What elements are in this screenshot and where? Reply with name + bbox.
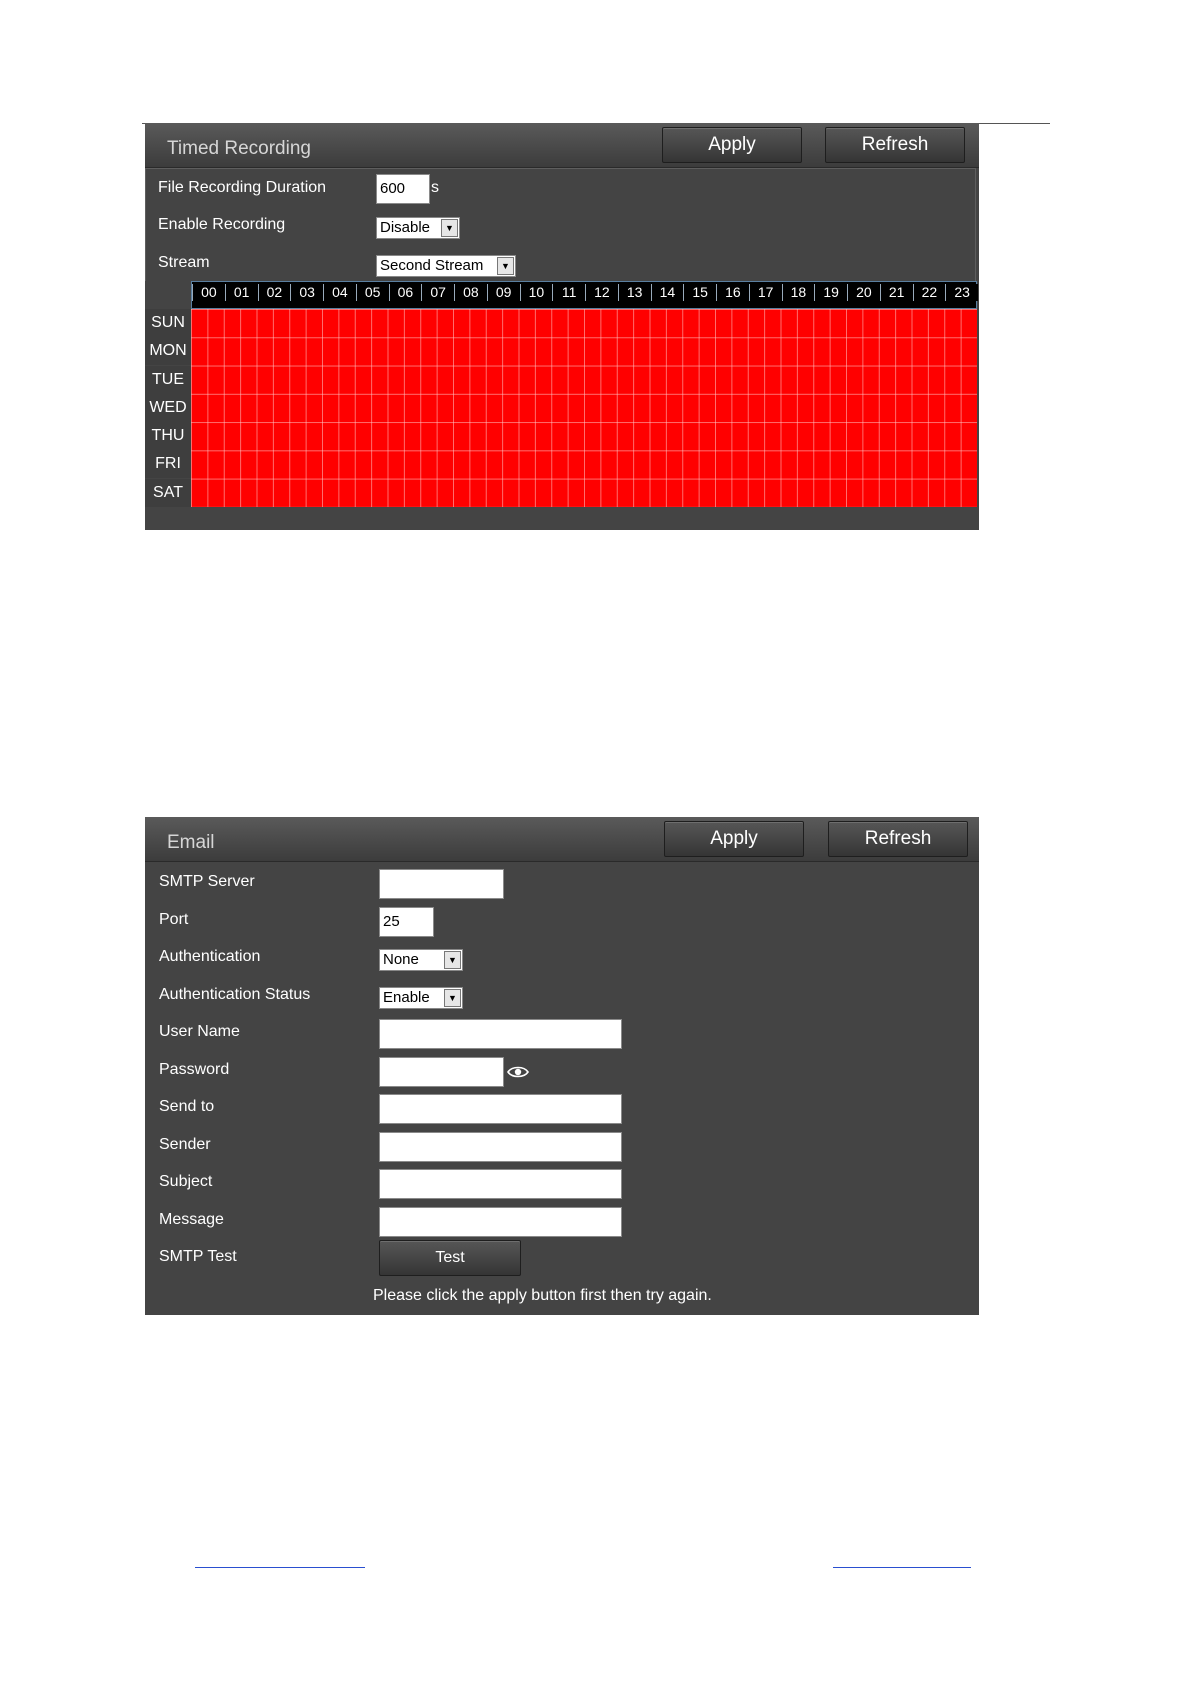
email-panel xyxy=(145,817,979,1315)
password-input[interactable] xyxy=(379,1057,504,1087)
username-label: User Name xyxy=(159,1023,240,1040)
chevron-down-icon[interactable]: ▼ xyxy=(441,219,458,237)
duration-label: File Recording Duration xyxy=(158,179,327,196)
subject-input[interactable] xyxy=(379,1169,622,1199)
chevron-down-icon[interactable]: ▼ xyxy=(444,989,461,1007)
apply-first-note: Please click the apply button first then try again. xyxy=(373,1287,712,1304)
authentication-status-value: Enable xyxy=(383,989,430,1006)
message-input[interactable] xyxy=(379,1207,622,1237)
message-label: Message xyxy=(159,1211,224,1228)
hour-label[interactable]: 02 xyxy=(258,284,291,301)
duration-input[interactable]: 600 xyxy=(376,174,430,204)
test-button[interactable]: Test xyxy=(379,1240,521,1276)
day-label[interactable]: THU xyxy=(145,422,191,450)
authentication-status-select[interactable] xyxy=(379,987,463,1009)
day-label[interactable]: MON xyxy=(145,337,191,365)
hour-label[interactable]: 20 xyxy=(847,284,880,301)
hour-label[interactable]: 01 xyxy=(225,284,258,301)
send-to-input[interactable] xyxy=(379,1094,622,1124)
hour-label[interactable]: 22 xyxy=(913,284,946,301)
hour-label[interactable]: 18 xyxy=(782,284,815,301)
enable-recording-label: Enable Recording xyxy=(158,216,286,233)
day-label[interactable]: SAT xyxy=(145,479,191,507)
footer-link-left[interactable] xyxy=(195,1567,365,1568)
panel-title: Email xyxy=(167,832,215,853)
subject-label: Subject xyxy=(159,1173,213,1190)
sender-input[interactable] xyxy=(379,1132,622,1162)
hour-label[interactable]: 15 xyxy=(683,284,716,301)
hour-label[interactable]: 08 xyxy=(454,284,487,301)
hour-label[interactable]: 04 xyxy=(323,284,356,301)
schedule-grid xyxy=(145,281,979,509)
refresh-button[interactable]: Refresh xyxy=(828,821,968,857)
stream-value: Second Stream xyxy=(380,257,484,274)
hour-label[interactable]: 06 xyxy=(389,284,422,301)
eye-icon[interactable] xyxy=(507,1065,529,1079)
email-header xyxy=(145,817,979,862)
smtp-server-input[interactable] xyxy=(379,869,504,899)
hour-label[interactable]: 00 xyxy=(192,284,225,301)
port-label: Port xyxy=(159,911,189,928)
recording-settings-area xyxy=(145,168,976,284)
hour-label[interactable]: 23 xyxy=(945,284,978,301)
hour-label[interactable]: 11 xyxy=(552,284,585,301)
panel-title: Timed Recording xyxy=(167,138,311,159)
hour-label[interactable]: 14 xyxy=(651,284,684,301)
port-input[interactable]: 25 xyxy=(379,907,434,937)
timed-recording-panel xyxy=(145,123,979,530)
enable-recording-value: Disable xyxy=(380,219,431,236)
duration-unit: s xyxy=(431,179,439,196)
day-label[interactable]: SUN xyxy=(145,309,191,337)
hour-label[interactable]: 13 xyxy=(618,284,651,301)
sender-label: Sender xyxy=(159,1136,211,1153)
authentication-label: Authentication xyxy=(159,948,261,965)
hour-label[interactable]: 10 xyxy=(520,284,553,301)
apply-button[interactable]: Apply xyxy=(664,821,804,857)
smtp-test-label: SMTP Test xyxy=(159,1248,237,1265)
username-input[interactable] xyxy=(379,1019,622,1049)
hour-label[interactable]: 17 xyxy=(749,284,782,301)
refresh-button[interactable]: Refresh xyxy=(825,127,965,163)
day-label[interactable]: WED xyxy=(145,394,191,422)
day-label[interactable]: FRI xyxy=(145,450,191,478)
hour-label[interactable]: 07 xyxy=(421,284,454,301)
hour-label[interactable]: 12 xyxy=(585,284,618,301)
hour-label[interactable]: 09 xyxy=(487,284,520,301)
authentication-value: None xyxy=(383,951,419,968)
enable-recording-select[interactable] xyxy=(376,217,460,239)
chevron-down-icon[interactable]: ▼ xyxy=(497,257,514,275)
stream-select[interactable] xyxy=(376,255,516,277)
hour-label[interactable]: 16 xyxy=(716,284,749,301)
smtp-server-label: SMTP Server xyxy=(159,873,255,890)
hour-label[interactable]: 19 xyxy=(814,284,847,301)
hour-label[interactable]: 05 xyxy=(356,284,389,301)
authentication-select[interactable] xyxy=(379,949,463,971)
stream-label: Stream xyxy=(158,254,210,271)
day-label[interactable]: TUE xyxy=(145,366,191,394)
send-to-label: Send to xyxy=(159,1098,215,1115)
footer-link-right[interactable] xyxy=(833,1567,971,1568)
password-label: Password xyxy=(159,1061,230,1078)
hour-label[interactable]: 03 xyxy=(290,284,323,301)
chevron-down-icon[interactable]: ▼ xyxy=(444,951,461,969)
authentication-status-label: Authentication Status xyxy=(159,986,311,1003)
schedule-cells[interactable] xyxy=(191,309,977,507)
timed-recording-header xyxy=(145,123,979,168)
apply-button[interactable]: Apply xyxy=(662,127,802,163)
hour-header-row xyxy=(191,281,977,309)
hour-label[interactable]: 21 xyxy=(880,284,913,301)
